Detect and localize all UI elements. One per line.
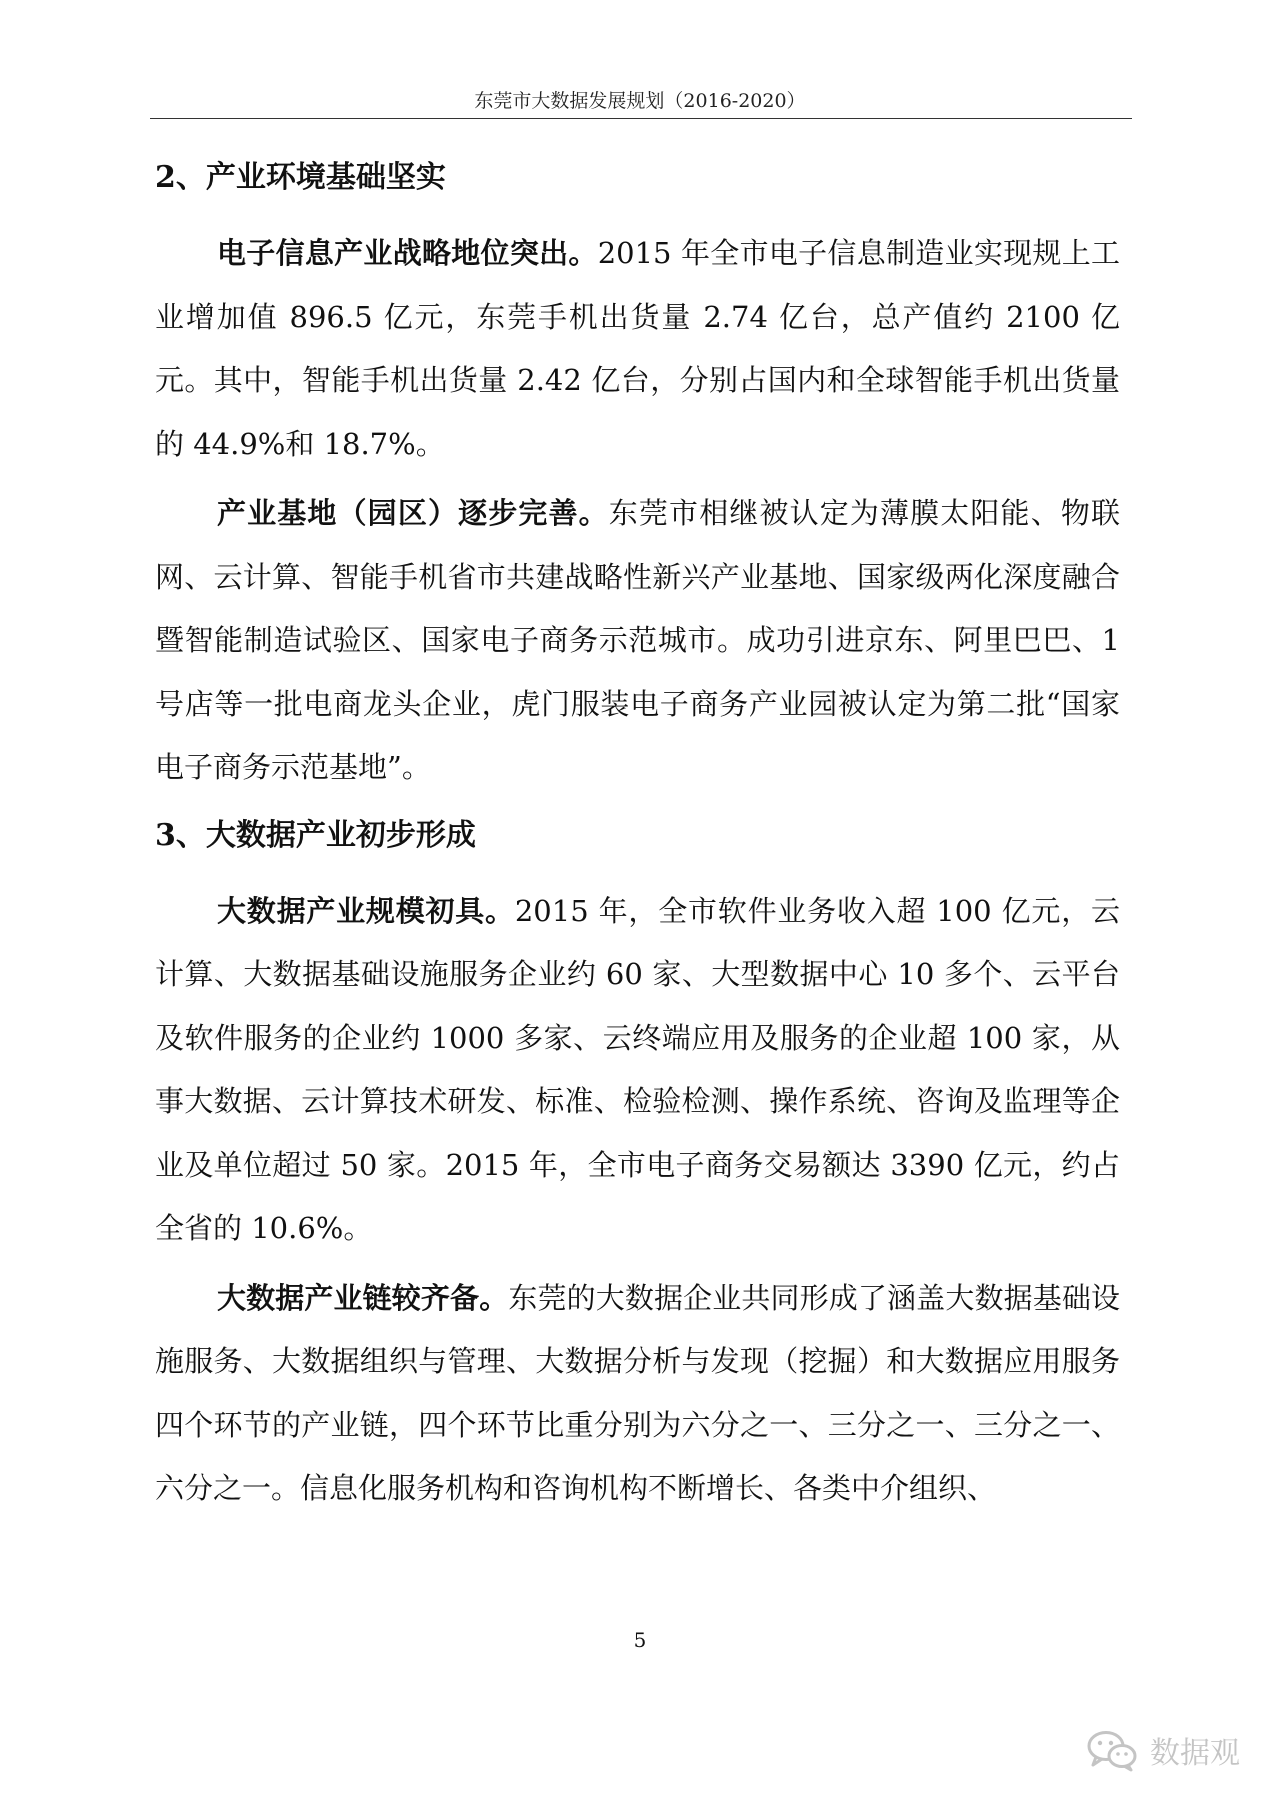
paragraph-industry-base bbox=[155, 482, 1120, 800]
watermark bbox=[1086, 1728, 1240, 1772]
paragraph-lead: 产业基地（园区）逐步完善。 bbox=[217, 496, 609, 530]
paragraph-body: 2015 年，全市软件业务收入超 100 亿元，云计算、大数据基础设施服务企业约 60 家、大型数据中心 10 多个、云平台及软件服务的企业约 1000 多家、云终端应用及服务的企业超 100 家，从事大数据、云计算技术研发、标准、检验检测、操作系统、咨询及监理等企业及单位超过 50 家。2015 年，全市电子商务交易额达 3390 亿元，约占全省的 10.6%。 bbox=[155, 893, 1120, 1245]
document-body bbox=[155, 148, 1120, 1527]
wechat-icon bbox=[1086, 1728, 1138, 1772]
paragraph-electronics bbox=[155, 222, 1120, 476]
paragraph-body: 东莞市相继被认定为薄膜太阳能、物联网、云计算、智能手机省市共建战略性新兴产业基地、国家级两化深度融合暨智能制造试验区、国家电子商务示范城市。成功引进京东、阿里巴巴、1 号店等一批电商龙头企业，虎门服装电子商务产业园被认定为第二批“国家电子商务示范基地”。 bbox=[155, 496, 1120, 784]
header-rule bbox=[150, 118, 1132, 119]
paragraph-bigdata-scale bbox=[155, 880, 1120, 1261]
paragraph-lead: 大数据产业规模初具。 bbox=[217, 893, 515, 928]
paragraph-lead: 大数据产业链较齐备。 bbox=[217, 1280, 509, 1315]
page-number: 5 bbox=[633, 1628, 647, 1652]
running-header: 东莞市大数据发展规划（2016-2020） bbox=[474, 90, 806, 112]
section-heading-3: 3、大数据产业初步形成 bbox=[155, 817, 476, 853]
paragraph-lead: 电子信息产业战略地位突出。 bbox=[217, 236, 598, 270]
paragraph-bigdata-chain bbox=[155, 1267, 1120, 1521]
watermark-text: 数据观 bbox=[1150, 1736, 1240, 1771]
paragraph-body: 2015 年全市电子信息制造业实现规上工业增加值 896.5 亿元，东莞手机出货量 2.74 亿台，总产值约 2100 亿元。其中，智能手机出货量 2.42 亿台，分别占国内和全球智能手机出货量的 44.9%和 18.7%。 bbox=[155, 236, 1120, 461]
section-heading-2: 2、产业环境基础坚实 bbox=[155, 160, 446, 195]
paragraph-body: 东莞的大数据企业共同形成了涵盖大数据基础设施服务、大数据组织与管理、大数据分析与发现（挖掘）和大数据应用服务四个环节的产业链，四个环节比重分别为六分之一、三分之一、三分之一、六分之一。信息化服务机构和咨询机构不断增长、各类中介组织、 bbox=[155, 1280, 1120, 1505]
